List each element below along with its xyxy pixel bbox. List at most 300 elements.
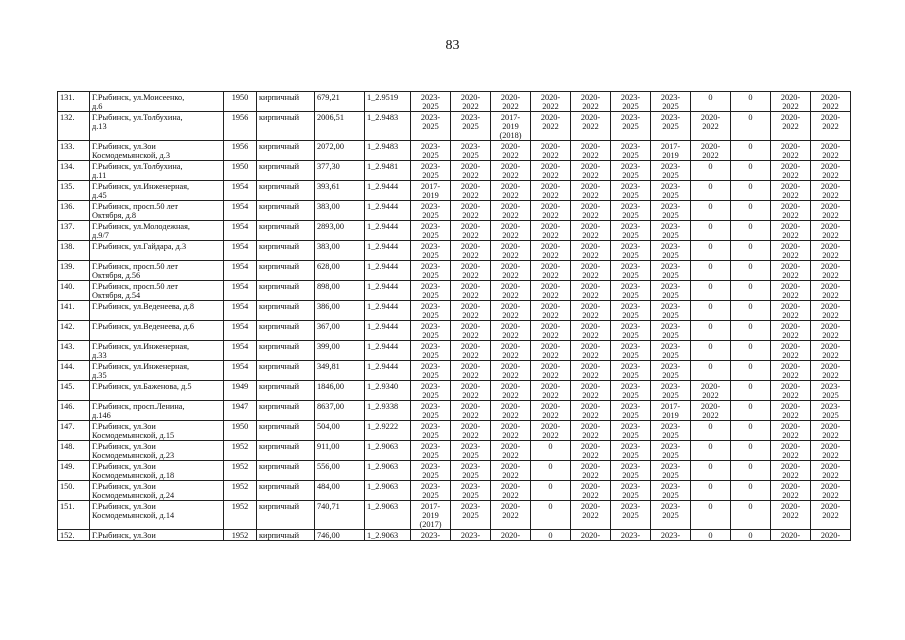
cell-c9: 0 [731, 481, 771, 501]
cell-c5: 2020- 2022 [571, 361, 611, 381]
cell-c6: 2023- 2025 [611, 161, 651, 181]
cell-c10: 2020- 2022 [771, 161, 811, 181]
cell-address: Г.Рыбинск, ул.Веденеева, д.8 [90, 301, 224, 321]
cell-c3: 2020- 2022 [491, 421, 531, 441]
cell-c1: 2023- 2025 [411, 161, 451, 181]
table-row [58, 341, 851, 361]
cell-c6: 2023- 2025 [611, 201, 651, 221]
cell-c11: 2020- 2022 [811, 181, 851, 201]
cell-c8: 0 [691, 321, 731, 341]
table-row [58, 301, 851, 321]
cell-c7: 2023- 2025 [651, 441, 691, 461]
cell-c3: 2020- 2022 [491, 501, 531, 530]
cell-c11: 2020- 2022 [811, 141, 851, 161]
cell-c8: 0 [691, 301, 731, 321]
cell-c1: 2023- 2025 [411, 281, 451, 301]
cell-material: кирпичный [257, 181, 315, 201]
cell-num: 135. [58, 181, 90, 201]
cell-material: кирпичный [257, 481, 315, 501]
cell-code: 1_2.9444 [365, 321, 411, 341]
cell-c7: 2017- 2019 [651, 401, 691, 421]
cell-year: 1952 [224, 530, 257, 541]
cell-c5: 2020- 2022 [571, 421, 611, 441]
cell-c7: 2023- 2025 [651, 461, 691, 481]
cell-c3: 2020- 2022 [491, 341, 531, 361]
cell-address: Г.Рыбинск, ул.Зои Космодемьянской, д.15 [90, 421, 224, 441]
cell-code: 1_2.9519 [365, 92, 411, 112]
cell-c8: 0 [691, 221, 731, 241]
cell-c1: 2023- 2025 [411, 441, 451, 461]
cell-c3: 2020- 2022 [491, 92, 531, 112]
cell-area: 386,00 [315, 301, 365, 321]
cell-c9: 0 [731, 341, 771, 361]
cell-c7: 2023- 2025 [651, 341, 691, 361]
cell-num: 137. [58, 221, 90, 241]
cell-code: 1_2.9444 [365, 361, 411, 381]
cell-c5: 2020- 2022 [571, 92, 611, 112]
cell-c7: 2023- [651, 530, 691, 541]
cell-c10: 2020- 2022 [771, 241, 811, 261]
cell-material: кирпичный [257, 92, 315, 112]
cell-material: кирпичный [257, 261, 315, 281]
cell-c8: 2020- 2022 [691, 141, 731, 161]
cell-c9: 0 [731, 361, 771, 381]
cell-address: Г.Рыбинск, ул.Инженерная, д.45 [90, 181, 224, 201]
cell-c2: 2020- 2022 [451, 381, 491, 401]
cell-c5: 2020- 2022 [571, 381, 611, 401]
cell-code: 1_2.9340 [365, 381, 411, 401]
cell-c7: 2023- 2025 [651, 112, 691, 141]
cell-address: Г.Рыбинск, ул.Веденеева, д.6 [90, 321, 224, 341]
cell-num: 150. [58, 481, 90, 501]
cell-c6: 2023- 2025 [611, 401, 651, 421]
cell-c6: 2023- 2025 [611, 361, 651, 381]
cell-c1: 2017- 2019 [411, 181, 451, 201]
cell-address: Г.Рыбинск, просп.50 лет Октября, д.56 [90, 261, 224, 281]
cell-c6: 2023- 2025 [611, 221, 651, 241]
table-row [58, 361, 851, 381]
cell-c6: 2023- 2025 [611, 181, 651, 201]
cell-c1: 2023- 2025 [411, 261, 451, 281]
cell-c8: 0 [691, 201, 731, 221]
cell-c8: 0 [691, 92, 731, 112]
cell-c4: 2020- 2022 [531, 141, 571, 161]
cell-c5: 2020- 2022 [571, 261, 611, 281]
cell-c10: 2020- 2022 [771, 481, 811, 501]
cell-c2: 2020- 2022 [451, 361, 491, 381]
cell-area: 2006,51 [315, 112, 365, 141]
table-row [58, 181, 851, 201]
cell-c5: 2020- 2022 [571, 281, 611, 301]
cell-c10: 2020- 2022 [771, 301, 811, 321]
cell-c4: 2020- 2022 [531, 261, 571, 281]
cell-address: Г.Рыбинск, ул.Инженерная, д.35 [90, 361, 224, 381]
cell-address: Г.Рыбинск, ул.Баженова, д.5 [90, 381, 224, 401]
cell-year: 1954 [224, 301, 257, 321]
table-row [58, 161, 851, 181]
cell-c6: 2023- 2025 [611, 112, 651, 141]
cell-c8: 0 [691, 341, 731, 361]
cell-c3: 2020- 2022 [491, 481, 531, 501]
cell-c7: 2023- 2025 [651, 181, 691, 201]
cell-c9: 0 [731, 461, 771, 481]
table-row [58, 530, 851, 541]
cell-c10: 2020- 2022 [771, 92, 811, 112]
cell-c3: 2020- 2022 [491, 301, 531, 321]
cell-year: 1950 [224, 92, 257, 112]
cell-c10: 2020- 2022 [771, 181, 811, 201]
cell-num: 142. [58, 321, 90, 341]
cell-c9: 0 [731, 321, 771, 341]
cell-area: 393,61 [315, 181, 365, 201]
cell-c8: 0 [691, 161, 731, 181]
cell-code: 1_2.9483 [365, 112, 411, 141]
cell-c7: 2023- 2025 [651, 381, 691, 401]
cell-c8: 2020- 2022 [691, 112, 731, 141]
cell-c7: 2023- 2025 [651, 421, 691, 441]
cell-material: кирпичный [257, 201, 315, 221]
cell-address: Г.Рыбинск, ул.Зои Космодемьянской, д.23 [90, 441, 224, 461]
cell-area: 383,00 [315, 241, 365, 261]
cell-code: 1_2.9444 [365, 301, 411, 321]
cell-c4: 2020- 2022 [531, 381, 571, 401]
cell-c4: 2020- 2022 [531, 181, 571, 201]
cell-c2: 2023- 2025 [451, 141, 491, 161]
cell-c4: 2020- 2022 [531, 321, 571, 341]
cell-c11: 2020- 2022 [811, 161, 851, 181]
cell-year: 1954 [224, 181, 257, 201]
cell-c8: 0 [691, 461, 731, 481]
cell-c2: 2020- 2022 [451, 341, 491, 361]
cell-c2: 2020- 2022 [451, 241, 491, 261]
cell-material: кирпичный [257, 161, 315, 181]
cell-area: 367,00 [315, 321, 365, 341]
cell-year: 1954 [224, 241, 257, 261]
cell-c4: 2020- 2022 [531, 421, 571, 441]
cell-c9: 0 [731, 421, 771, 441]
cell-address: Г.Рыбинск, ул.Моисеенко, д.6 [90, 92, 224, 112]
cell-c4: 0 [531, 441, 571, 461]
cell-c10: 2020- 2022 [771, 281, 811, 301]
cell-c8: 0 [691, 281, 731, 301]
cell-c8: 0 [691, 530, 731, 541]
cell-code: 1_2.9444 [365, 241, 411, 261]
cell-c6: 2023- 2025 [611, 381, 651, 401]
cell-c1: 2017- 2019 (2017) [411, 501, 451, 530]
cell-c4: 2020- 2022 [531, 92, 571, 112]
cell-c5: 2020- 2022 [571, 321, 611, 341]
cell-num: 141. [58, 301, 90, 321]
cell-c2: 2020- 2022 [451, 401, 491, 421]
cell-year: 1954 [224, 281, 257, 301]
table-row [58, 201, 851, 221]
cell-c8: 0 [691, 501, 731, 530]
cell-c8: 0 [691, 241, 731, 261]
cell-c4: 0 [531, 481, 571, 501]
cell-code: 1_2.9444 [365, 281, 411, 301]
cell-code: 1_2.9444 [365, 201, 411, 221]
cell-address: Г.Рыбинск, ул.Зои Космодемьянской, д.14 [90, 501, 224, 530]
cell-c4: 2020- 2022 [531, 401, 571, 421]
cell-area: 8637,00 [315, 401, 365, 421]
cell-num: 131. [58, 92, 90, 112]
cell-c3: 2020- [491, 530, 531, 541]
cell-c2: 2020- 2022 [451, 201, 491, 221]
cell-c1: 2023- 2025 [411, 381, 451, 401]
cell-c9: 0 [731, 181, 771, 201]
cell-c7: 2023- 2025 [651, 301, 691, 321]
cell-c5: 2020- 2022 [571, 181, 611, 201]
cell-c6: 2023- [611, 530, 651, 541]
cell-c10: 2020- 2022 [771, 361, 811, 381]
cell-address: Г.Рыбинск, просп.50 лет Октября, д.54 [90, 281, 224, 301]
cell-c7: 2023- 2025 [651, 92, 691, 112]
cell-num: 149. [58, 461, 90, 481]
cell-year: 1949 [224, 381, 257, 401]
cell-c3: 2020- 2022 [491, 261, 531, 281]
cell-year: 1952 [224, 481, 257, 501]
cell-c10: 2020- 2022 [771, 201, 811, 221]
cell-c2: 2020- 2022 [451, 261, 491, 281]
cell-c9: 0 [731, 141, 771, 161]
cell-address: Г.Рыбинск, ул.Толбухина, д.11 [90, 161, 224, 181]
page-number: 83 [445, 38, 460, 53]
cell-area: 1846,00 [315, 381, 365, 401]
cell-num: 132. [58, 112, 90, 141]
cell-c5: 2020- 2022 [571, 501, 611, 530]
table-row [58, 92, 851, 112]
cell-code: 1_2.9444 [365, 181, 411, 201]
cell-c6: 2023- 2025 [611, 141, 651, 161]
cell-c6: 2023- 2025 [611, 281, 651, 301]
cell-c2: 2020- 2022 [451, 421, 491, 441]
cell-c2: 2023- [451, 530, 491, 541]
cell-c2: 2020- 2022 [451, 281, 491, 301]
cell-c10: 2020- 2022 [771, 112, 811, 141]
table-row [58, 281, 851, 301]
cell-c10: 2020- 2022 [771, 381, 811, 401]
cell-c5: 2020- 2022 [571, 481, 611, 501]
cell-code: 1_2.9063 [365, 501, 411, 530]
cell-c10: 2020- 2022 [771, 501, 811, 530]
cell-c2: 2020- 2022 [451, 301, 491, 321]
cell-c11: 2020- 2022 [811, 321, 851, 341]
cell-material: кирпичный [257, 441, 315, 461]
cell-c3: 2020- 2022 [491, 401, 531, 421]
cell-c11: 2020- 2022 [811, 421, 851, 441]
cell-c9: 0 [731, 281, 771, 301]
cell-c8: 0 [691, 441, 731, 461]
cell-c11: 2020- 2022 [811, 481, 851, 501]
cell-c5: 2020- 2022 [571, 141, 611, 161]
cell-address: Г.Рыбинск, ул.Зои [90, 530, 224, 541]
cell-c11: 2020- [811, 530, 851, 541]
cell-c2: 2023- 2025 [451, 481, 491, 501]
cell-c2: 2023- 2025 [451, 112, 491, 141]
cell-c11: 2020- 2022 [811, 92, 851, 112]
table-row [58, 112, 851, 141]
cell-year: 1954 [224, 341, 257, 361]
cell-c3: 2020- 2022 [491, 221, 531, 241]
cell-material: кирпичный [257, 461, 315, 481]
cell-c3: 2020- 2022 [491, 441, 531, 461]
cell-code: 1_2.9063 [365, 461, 411, 481]
cell-c11: 2020- 2022 [811, 201, 851, 221]
cell-c10: 2020- 2022 [771, 221, 811, 241]
cell-area: 377,30 [315, 161, 365, 181]
cell-material: кирпичный [257, 401, 315, 421]
cell-material: кирпичный [257, 530, 315, 541]
cell-c4: 2020- 2022 [531, 221, 571, 241]
cell-area: 399,00 [315, 341, 365, 361]
cell-c11: 2020- 2022 [811, 341, 851, 361]
table-row [58, 421, 851, 441]
cell-c10: 2020- 2022 [771, 261, 811, 281]
cell-c11: 2023- 2025 [811, 381, 851, 401]
cell-address: Г.Рыбинск, ул.Зои Космодемьянской, д.18 [90, 461, 224, 481]
cell-c5: 2020- 2022 [571, 461, 611, 481]
cell-area: 679,21 [315, 92, 365, 112]
cell-c6: 2023- 2025 [611, 301, 651, 321]
cell-c11: 2020- 2022 [811, 281, 851, 301]
cell-address: Г.Рыбинск, ул.Зои Космодемьянской, д.3 [90, 141, 224, 161]
cell-material: кирпичный [257, 112, 315, 141]
cell-num: 148. [58, 441, 90, 461]
cell-c2: 2020- 2022 [451, 221, 491, 241]
cell-c11: 2020- 2022 [811, 441, 851, 461]
cell-num: 136. [58, 201, 90, 221]
cell-c1: 2023- 2025 [411, 481, 451, 501]
table-row [58, 261, 851, 281]
cell-c7: 2023- 2025 [651, 261, 691, 281]
cell-c7: 2023- 2025 [651, 221, 691, 241]
cell-num: 145. [58, 381, 90, 401]
cell-c9: 0 [731, 301, 771, 321]
cell-c10: 2020- 2022 [771, 421, 811, 441]
cell-c2: 2020- 2022 [451, 181, 491, 201]
cell-c7: 2023- 2025 [651, 281, 691, 301]
cell-material: кирпичный [257, 421, 315, 441]
cell-material: кирпичный [257, 501, 315, 530]
cell-address: Г.Рыбинск, ул.Гайдара, д.3 [90, 241, 224, 261]
cell-c9: 0 [731, 501, 771, 530]
cell-c4: 2020- 2022 [531, 201, 571, 221]
cell-c1: 2023- 2025 [411, 401, 451, 421]
cell-c5: 2020- 2022 [571, 112, 611, 141]
cell-c3: 2017- 2019 (2018) [491, 112, 531, 141]
cell-year: 1954 [224, 201, 257, 221]
cell-code: 1_2.9444 [365, 221, 411, 241]
cell-year: 1954 [224, 321, 257, 341]
cell-c7: 2023- 2025 [651, 361, 691, 381]
cell-c5: 2020- 2022 [571, 401, 611, 421]
cell-area: 898,00 [315, 281, 365, 301]
cell-c9: 0 [731, 261, 771, 281]
table-row [58, 381, 851, 401]
cell-material: кирпичный [257, 381, 315, 401]
cell-address: Г.Рыбинск, ул.Молодежная, д.9/7 [90, 221, 224, 241]
cell-c1: 2023- 2025 [411, 201, 451, 221]
cell-c4: 0 [531, 530, 571, 541]
cell-c6: 2023- 2025 [611, 421, 651, 441]
cell-code: 1_2.9338 [365, 401, 411, 421]
cell-c3: 2020- 2022 [491, 361, 531, 381]
cell-c6: 2023- 2025 [611, 241, 651, 261]
cell-material: кирпичный [257, 141, 315, 161]
table-row [58, 321, 851, 341]
cell-c4: 2020- 2022 [531, 241, 571, 261]
cell-material: кирпичный [257, 221, 315, 241]
cell-c9: 0 [731, 441, 771, 461]
cell-c9: 0 [731, 401, 771, 421]
cell-c6: 2023- 2025 [611, 461, 651, 481]
cell-c2: 2023- 2025 [451, 441, 491, 461]
cell-c5: 2020- 2022 [571, 241, 611, 261]
cell-area: 740,71 [315, 501, 365, 530]
cell-c4: 2020- 2022 [531, 281, 571, 301]
cell-c5: 2020- 2022 [571, 301, 611, 321]
cell-c7: 2023- 2025 [651, 501, 691, 530]
cell-num: 138. [58, 241, 90, 261]
cell-c10: 2020- 2022 [771, 321, 811, 341]
cell-year: 1950 [224, 421, 257, 441]
cell-code: 1_2.9444 [365, 341, 411, 361]
cell-area: 349,81 [315, 361, 365, 381]
cell-c1: 2023- 2025 [411, 421, 451, 441]
cell-num: 146. [58, 401, 90, 421]
cell-c8: 0 [691, 481, 731, 501]
cell-c7: 2023- 2025 [651, 201, 691, 221]
cell-c7: 2017- 2019 [651, 141, 691, 161]
cell-c11: 2020- 2022 [811, 361, 851, 381]
cell-year: 1952 [224, 461, 257, 481]
cell-c2: 2020- 2022 [451, 321, 491, 341]
table-row [58, 401, 851, 421]
cell-c8: 0 [691, 261, 731, 281]
cell-c11: 2020- 2022 [811, 461, 851, 481]
cell-c9: 0 [731, 92, 771, 112]
cell-c9: 0 [731, 241, 771, 261]
cell-c6: 2023- 2025 [611, 341, 651, 361]
cell-c10: 2020- 2022 [771, 141, 811, 161]
table-row [58, 221, 851, 241]
cell-c5: 2020- [571, 530, 611, 541]
cell-c3: 2020- 2022 [491, 461, 531, 481]
cell-c4: 2020- 2022 [531, 361, 571, 381]
cell-year: 1947 [224, 401, 257, 421]
cell-c3: 2020- 2022 [491, 201, 531, 221]
cell-c9: 0 [731, 161, 771, 181]
cell-c6: 2023- 2025 [611, 501, 651, 530]
cell-c9: 0 [731, 221, 771, 241]
cell-c1: 2023- 2025 [411, 141, 451, 161]
cell-c7: 2023- 2025 [651, 241, 691, 261]
cell-c1: 2023- 2025 [411, 321, 451, 341]
cell-area: 484,00 [315, 481, 365, 501]
cell-code: 1_2.9483 [365, 141, 411, 161]
cell-c1: 2023- 2025 [411, 241, 451, 261]
cell-c4: 2020- 2022 [531, 341, 571, 361]
cell-c3: 2020- 2022 [491, 141, 531, 161]
cell-c5: 2020- 2022 [571, 441, 611, 461]
cell-material: кирпичный [257, 301, 315, 321]
cell-c3: 2020- 2022 [491, 241, 531, 261]
cell-c7: 2023- 2025 [651, 321, 691, 341]
cell-num: 139. [58, 261, 90, 281]
cell-c3: 2020- 2022 [491, 281, 531, 301]
cell-c6: 2023- 2025 [611, 92, 651, 112]
cell-material: кирпичный [257, 341, 315, 361]
